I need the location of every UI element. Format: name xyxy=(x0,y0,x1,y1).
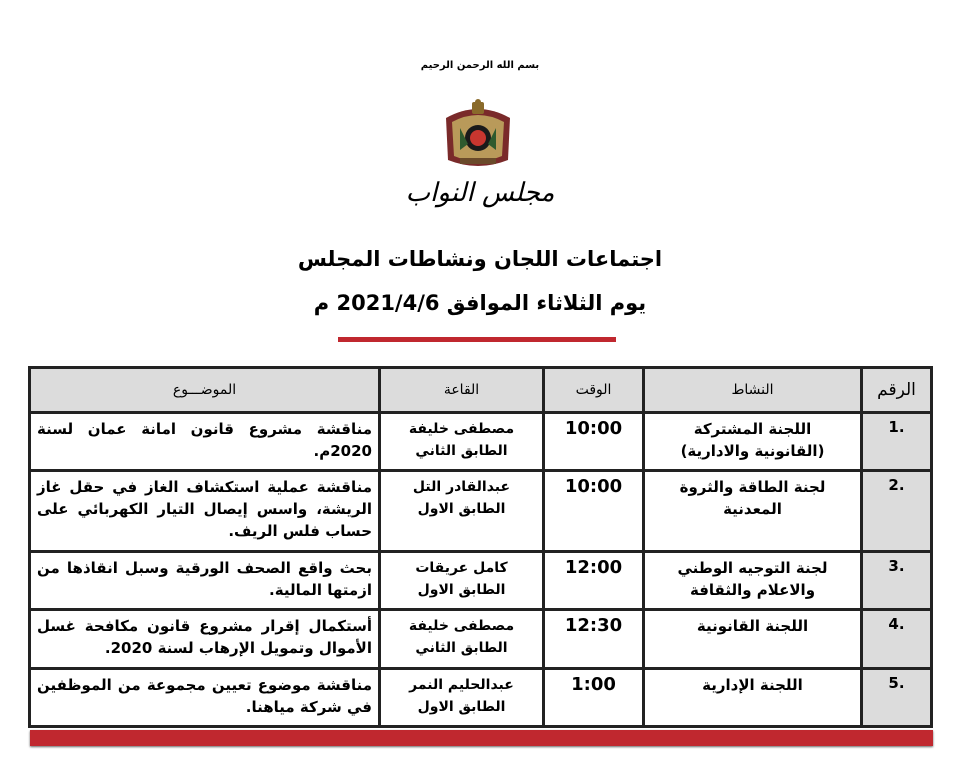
row-time: 10:00 xyxy=(544,413,644,471)
row-hall xyxy=(380,610,544,668)
row-subject: أستكمال إقرار مشروع قانون مكافحة غسل الأموال وتمويل الإرهاب لسنة 2020. xyxy=(30,610,380,668)
activity-line: لجنة التوجيه الوطني xyxy=(677,558,828,577)
basmala: بسم الله الرحمن الرحيم xyxy=(420,60,540,71)
activity-line: (القانونية والادارية) xyxy=(680,442,825,460)
row-number: .1 xyxy=(862,413,932,471)
hall-floor: الطابق الثاني xyxy=(415,443,508,459)
table-row xyxy=(30,551,932,609)
activity-line: اللجنة الإدارية xyxy=(702,675,803,694)
row-time: 10:00 xyxy=(544,471,644,552)
row-time: 12:30 xyxy=(544,610,644,668)
row-subject: مناقشة عملية استكشاف الغاز في حقل غاز الريشة، واسس إيصال التيار الكهربائي على حساب فلس الريف. xyxy=(30,471,380,552)
activity-line: لجنة الطاقة والثروة xyxy=(679,478,826,497)
activity-line: والاعلام والثقافة xyxy=(689,580,816,599)
column-header-subject: الموضـــوع xyxy=(30,368,380,413)
hall-name: كامل عريقات xyxy=(415,559,508,576)
page-title: اجتماعات اللجان ونشاطات المجلس xyxy=(297,247,663,271)
column-header-hall: القاعة xyxy=(380,368,544,413)
row-hall xyxy=(380,471,544,552)
hall-floor: الطابق الثاني xyxy=(415,640,508,657)
schedule-table xyxy=(28,366,933,728)
activity-line: اللجنة المشتركة xyxy=(693,420,812,438)
hall-name: عبدالقادر التل xyxy=(412,479,511,496)
row-activity xyxy=(644,668,862,726)
activity-line: المعدنية xyxy=(723,500,782,519)
date-line: يوم الثلاثاء الموافق 2021/4/6 م xyxy=(313,291,647,315)
hall-name: مصطفى خليفة xyxy=(408,421,515,437)
row-hall xyxy=(380,551,544,609)
column-header-time: الوقت xyxy=(544,368,644,413)
row-activity xyxy=(644,610,862,668)
hall-floor: الطابق الاول xyxy=(417,501,506,518)
row-time: 1:00 xyxy=(544,668,644,726)
table-row xyxy=(30,413,932,471)
title-underline xyxy=(338,337,616,342)
row-activity xyxy=(644,413,862,471)
hall-floor: الطابق الاول xyxy=(417,581,506,598)
row-activity xyxy=(644,551,862,609)
table-row xyxy=(30,471,932,552)
row-subject: بحث واقع الصحف الورقية وسبل انقاذها من ازمتها المالية. xyxy=(30,551,380,609)
table-row xyxy=(30,668,932,726)
footer-rule xyxy=(30,730,933,746)
row-activity xyxy=(644,471,862,552)
table-header-row xyxy=(30,368,932,413)
row-number: .2 xyxy=(862,471,932,552)
row-time: 12:00 xyxy=(544,551,644,609)
row-number: .4 xyxy=(862,610,932,668)
hall-name: مصطفى خليفة xyxy=(408,618,515,635)
row-number: .3 xyxy=(862,551,932,609)
parliament-logo-text: مجلس النواب xyxy=(405,178,555,208)
row-hall xyxy=(380,668,544,726)
row-subject: مناقشة موضوع تعيين مجموعة من الموظفين في شركة مياهنا. xyxy=(30,668,380,726)
hall-floor: الطابق الاول xyxy=(417,698,506,715)
table-row xyxy=(30,610,932,668)
hall-name: عبدالحليم النمر xyxy=(409,676,514,693)
row-hall xyxy=(380,413,544,471)
jordan-coat-of-arms-icon xyxy=(438,98,518,178)
row-number: .5 xyxy=(862,668,932,726)
column-header-activity: النشاط xyxy=(644,368,862,413)
activity-line: اللجنة القانونية xyxy=(696,617,809,636)
row-subject: مناقشة مشروع قانون امانة عمان لسنة 2020م. xyxy=(30,413,380,471)
column-header-number: الرقم xyxy=(862,368,932,413)
